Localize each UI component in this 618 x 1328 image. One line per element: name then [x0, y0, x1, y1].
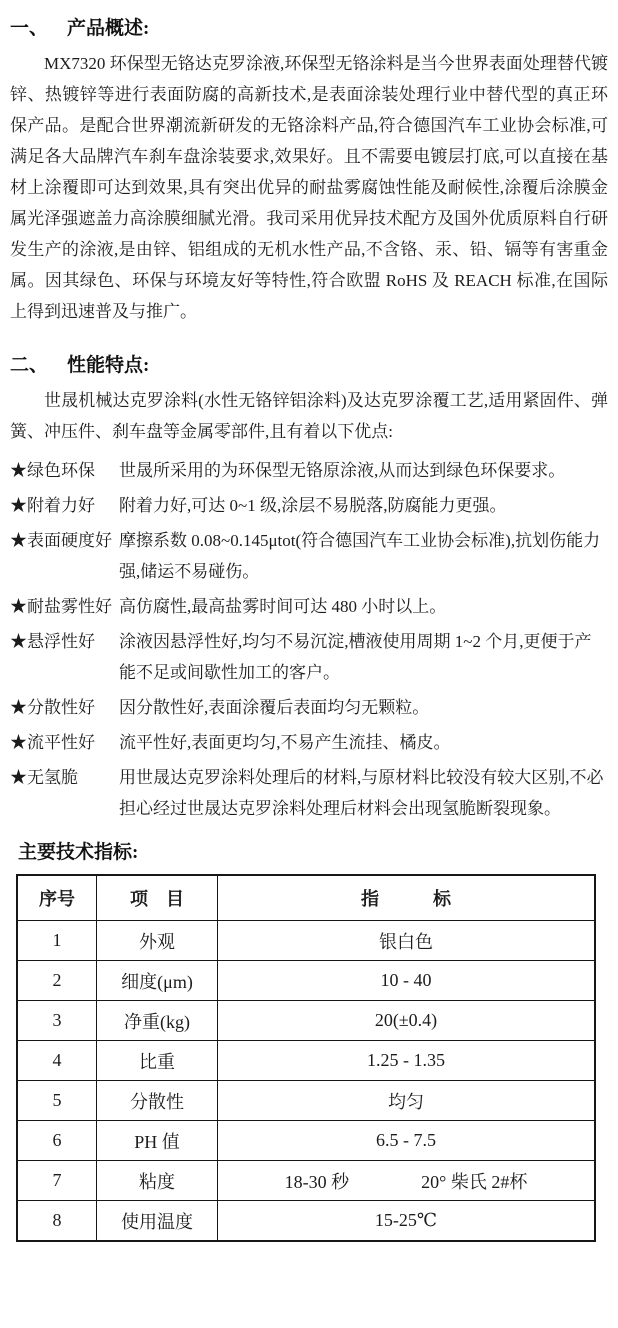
spec-table [16, 874, 596, 1242]
feature-desc: 流平性好,表面更均匀,不易产生流挂、橘皮。 [119, 733, 451, 752]
feature-desc: 附着力好,可达 0~1 级,涂层不易脱落,防腐能力更强。 [119, 496, 507, 515]
feature-item [10, 727, 608, 758]
section1-heading [10, 16, 608, 42]
feature-desc: 高仿腐性,最高盐雾时间可达 480 小时以上。 [119, 597, 447, 616]
cell-item: 外观 [97, 921, 218, 961]
cell-item: 比重 [97, 1041, 218, 1081]
feature-term: ★耐盐雾性好 [10, 597, 112, 616]
cell-no: 8 [17, 1201, 97, 1242]
cell-no: 7 [17, 1161, 97, 1201]
cell-no: 5 [17, 1081, 97, 1121]
section2-heading [10, 353, 608, 379]
feature-term: ★悬浮性好 [10, 632, 95, 651]
cell-no: 1 [17, 921, 97, 961]
feature-item [10, 455, 608, 486]
cell-spec: 10 - 40 [218, 961, 596, 1001]
feature-desc: 用世晟达克罗涂料处理后的材料,与原材料比较没有较大区别,不必担心经过世晟达克罗涂料处理后材料会出现氢脆断裂现象。 [119, 768, 604, 818]
header-cell-spec: 指 标 [218, 875, 596, 921]
cell-no: 4 [17, 1041, 97, 1081]
feature-desc: 因分散性好,表面涂覆后表面均匀无颗粒。 [119, 698, 430, 717]
table-row [17, 1001, 595, 1041]
table-row [17, 1161, 595, 1201]
section2-title: 性能特点: [67, 355, 150, 376]
feature-term: ★绿色环保 [10, 461, 95, 480]
table-header-row [17, 875, 595, 921]
table-row [17, 921, 595, 961]
section2-number: 二、 [10, 355, 49, 376]
table-row [17, 1041, 595, 1081]
cell-spec: 18-30 秒 20° 柴氏 2#杯 [218, 1161, 596, 1201]
header-cell-item: 项 目 [97, 875, 218, 921]
cell-spec: 银白色 [218, 921, 596, 961]
feature-desc: 涂液因悬浮性好,均匀不易沉淀,槽液使用周期 1~2 个月,更便于产能不足或间歇性加工的客户。 [119, 632, 592, 682]
feature-term: ★流平性好 [10, 733, 95, 752]
feature-term: ★表面硬度好 [10, 531, 112, 550]
cell-item: 分散性 [97, 1081, 218, 1121]
cell-item: 粘度 [97, 1161, 218, 1201]
table-row [17, 1081, 595, 1121]
feature-item [10, 525, 608, 587]
section1-paragraph: MX7320 环保型无铬达克罗涂液,环保型无铬涂料是当今世界表面处理替代镀锌、热镀锌等进行表面防腐的高新技术,是表面涂装处理行业中替代型的真正环保产品。是配合世界潮流新研发的无铬涂料产品,符合德国汽车工业协会标准,可满足各大品牌汽车刹车盘涂装要求,效果好。且不需要电镀层打底,可以直接在基材上涂覆即可达到效果,具有突出优异的耐盐雾腐蚀性能及耐候性,涂覆后涂膜金属光泽强遮盖力高涂膜细腻光滑。我司采用优异技术配方及国外优质原料自行研发生产的涂液,是由锌、铝组成的无机水性产品,不含铬、汞、铅、镉等有害重金属。因其绿色、环保与环境友好等特性,符合欧盟 RoHS 及 REACH 标准,在国际上得到迅速普及与推广。 [10, 54, 608, 321]
cell-spec: 均匀 [218, 1081, 596, 1121]
feature-item [10, 692, 608, 723]
spec-table-title: 主要技术指标: [18, 842, 139, 863]
cell-item: 净重(kg) [97, 1001, 218, 1041]
table-row [17, 961, 595, 1001]
section1-title: 产品概述: [67, 18, 150, 39]
feature-item [10, 490, 608, 521]
cell-no: 3 [17, 1001, 97, 1041]
cell-item: PH 值 [97, 1121, 218, 1161]
table-row [17, 1201, 595, 1242]
cell-spec: 20(±0.4) [218, 1001, 596, 1041]
feature-item [10, 626, 608, 688]
cell-item: 使用温度 [97, 1201, 218, 1242]
feature-desc: 世晟所采用的为环保型无铬原涂液,从而达到绿色环保要求。 [119, 461, 566, 480]
section1-number: 一、 [10, 18, 49, 39]
header-cell-no: 序号 [17, 875, 97, 921]
feature-desc: 摩擦系数 0.08~0.145μtot(符合德国汽车工业协会标准),抗划伤能力强,储运不易碰伤。 [119, 531, 601, 581]
cell-no: 6 [17, 1121, 97, 1161]
feature-term: ★附着力好 [10, 496, 95, 515]
feature-list [10, 455, 608, 824]
feature-term: ★无氢脆 [10, 768, 78, 787]
feature-term: ★分散性好 [10, 698, 95, 717]
cell-item: 细度(μm) [97, 961, 218, 1001]
section2-paragraph: 世晟机械达克罗涂料(水性无铬锌铝涂料)及达克罗涂覆工艺,适用紧固件、弹簧、冲压件、刹车盘等金属零部件,且有着以下优点: [10, 391, 608, 441]
cell-spec: 1.25 - 1.35 [218, 1041, 596, 1081]
cell-no: 2 [17, 961, 97, 1001]
cell-spec: 15-25℃ [218, 1201, 596, 1242]
feature-item [10, 762, 608, 824]
cell-spec: 6.5 - 7.5 [218, 1121, 596, 1161]
feature-item [10, 591, 608, 622]
table-row [17, 1121, 595, 1161]
